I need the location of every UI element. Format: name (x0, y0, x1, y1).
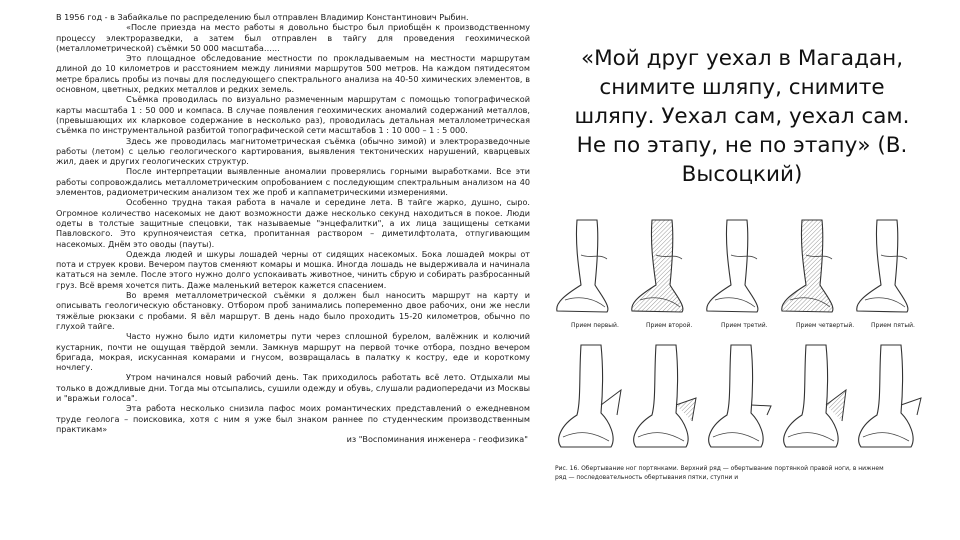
article-paragraph: В 1956 год - в Забайкалье по распределению был отправлен Владимир Константинович Рыбин. (56, 12, 469, 22)
figure-step-caption: Прием первый. (571, 322, 619, 329)
top-row-feet (557, 220, 908, 312)
article-paragraph: Часто нужно было идти километры пути через сплошной бурелом, валёжник и колючий кустарник, почти не ощущая твёрдой земли. Замкнув маршрут на первой точке отбора, поздно вечером бригада, мокрая, искусанная комарами и гнусом, возвращалась в палатку к костру, еде и короткому ночлегу. (56, 331, 530, 373)
article-paragraph: Эта работа несколько снизила пафос моих романтических представлений о ежедневном труде геолога – поисковика, хотя с ним я уже был знаком раннее по студенческим производственным практикам» (56, 403, 530, 434)
foot-drawing (782, 220, 833, 312)
article-paragraph: Здесь же проводилась магнитометрическая съёмка (обычно зимой) и электроразведочные работы (летом) с целью геологического картирования, выявления тектонических нарушений, кварцевых жил, даек и других геологических структур. (56, 135, 530, 167)
foot-drawing (559, 345, 621, 447)
article-paragraph: Во время металлометрической съёмки я должен был наносить маршрут на карту и описывать геологическую обстановку. Отбором проб занимались попеременно двое рабочих, они же несли тяжёлые рюкзаки с пробами. Я вёл маршрут. В день надо было проходить 15-20 километров, обычно по глухой тайге. (56, 290, 530, 331)
article-paragraph: После интерпретации выявленные аномалии проверялись горными выработками. Все эти работы сопровождались металлометрическим опробованием с последующим спектральным анализом на 40 элементов, радиометрическим анализом тех же проб и каппаметрическими измерениями. (56, 166, 530, 198)
top-row-captions (571, 322, 915, 329)
figure-step-caption: Прием пятый. (871, 322, 915, 329)
figure-caption-line-2: ряд — последовательность обертывания пятки, ступни и (555, 474, 739, 481)
article-paragraph: «После приезда на место работы я довольно быстро был приобщён к производственному процессу электроразведки, а затем был отправлен в тайгу для проведения геохимической (металлометрической) съёмки 50 000 масштаба…... (56, 22, 530, 53)
article-text-column (56, 12, 530, 444)
figure-caption-line-1: Рис. 16. Обертывание ног портянками. Верхний ряд — обертывание портянкой правой ноги, в нижнем (555, 465, 884, 472)
article-paragraph: Съёмка проводилась по визуально размеченным маршрутам с помощью топографической карты масштаба 1 : 50 000 и компаса. В случае появления геохимических аномалий содержаний металлов, (превышающих их кларковое содержание в несколько раз), проводилась детальная металлометрическая съёмка по инструментальной разбитой топографической сети масштабов 1 : 10 000 – 1 : 5 000. (56, 94, 530, 136)
foot-drawing (709, 345, 771, 447)
article-paragraph: Одежда людей и шкуры лошадей черны от сидящих насекомых. Бока лошадей мокры от пота и струек крови. Вечером паутов сменяют комары и мошка. Иногда лошадь не выдерживала и начинала кататься на земле. После этого нужно долго успокаивать животное, чинить сбрую и собирать разбросанный груз. Всё время хочется пить. Даже маленький ветерок кажется спасением. (56, 248, 530, 290)
article-source: из "Воспоминания инженера - геофизика" (346, 434, 528, 445)
figure-step-caption: Прием второй. (646, 322, 693, 329)
foot-drawing (859, 345, 921, 447)
footwrap-illustration (555, 215, 930, 510)
article-paragraph: Это площадное обследование местности по прокладываемым на местности маршрутам длиной до 10 километров и расстоянием между линиями маршрутов 500 метров. На каждом пятидесятом метре брались пробы из почвы для последующего спектрального анализа на 40-50 химических элементов, в основном, цветных, редких металлов и редких земель. (56, 53, 530, 95)
bottom-row-feet (559, 345, 921, 447)
foot-drawing (707, 220, 758, 312)
foot-drawing (784, 345, 846, 447)
foot-drawing (634, 345, 696, 447)
footwrap-drawing (555, 215, 930, 510)
figure-step-caption: Прием третий. (721, 322, 768, 329)
foot-drawing (857, 220, 908, 312)
article-paragraph: Утром начинался новый рабочий день. Так приходилось работать всё лето. Отдыхали мы только в дождливые дни. Тогда мы отсыпались, сушили одежду и обувь, слушали радиопередачи из Москвы и "вражьи голоса". (56, 372, 530, 403)
foot-drawing (557, 220, 608, 312)
article-paragraph: Особенно трудна такая работа в начале и середине лета. В тайге жарко, душно, сыро. Огромное количество насекомых не дают возможности даже несколько секунд находиться в покое. Люди одеты в толстые защитные спецовки, так называемые "энцефалитки", а их лица защищены сетками Павловского. Это крупноячеистая сетка, пропитанная раствором – диметилфтолата, отпугивающим насекомых. Днём это оводы (пауты). (56, 197, 530, 249)
figure-step-caption: Прием четвертый. (796, 322, 855, 329)
vysotsky-quote: «Мой друг уехал в Магадан, снимите шляпу, снимите шляпу. Уехал сам, уехал сам. Не по этапу, не по этапу» (В. Высоцкий) (574, 46, 910, 187)
foot-drawing (632, 220, 683, 312)
